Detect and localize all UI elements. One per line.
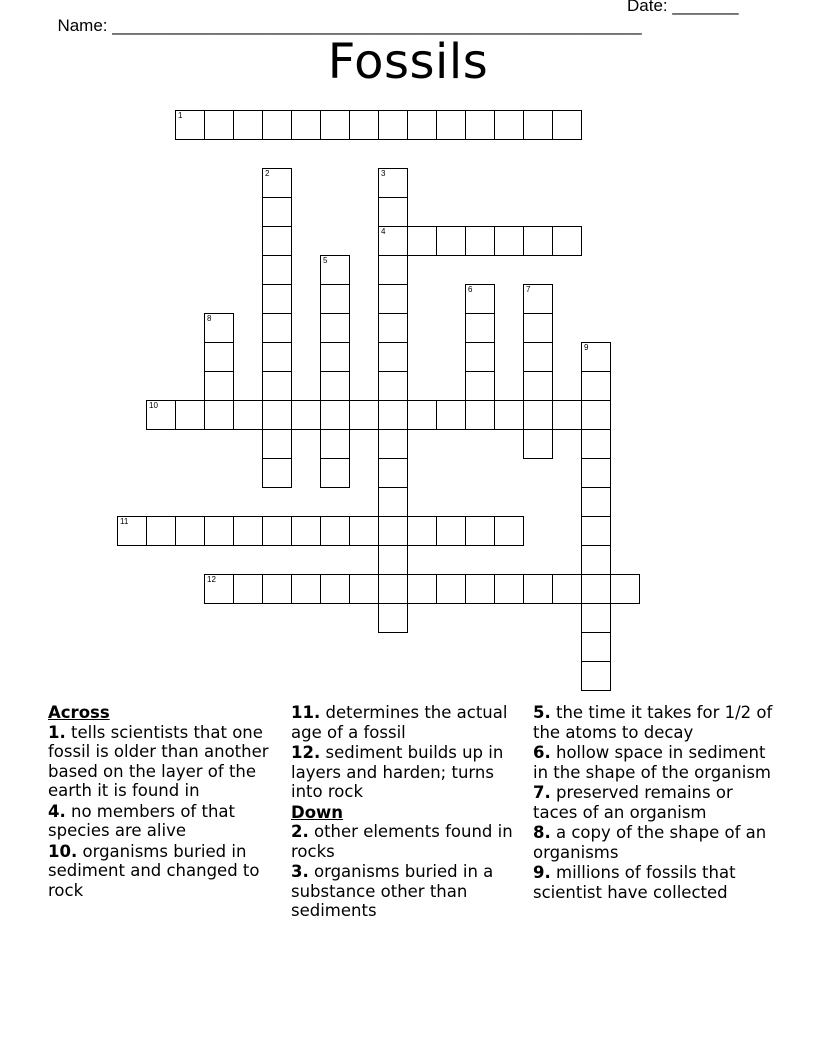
grid-cell[interactable] <box>378 110 408 140</box>
clue-item-text: sediment builds up in layers and harden; turns into rock <box>291 743 504 801</box>
grid-cell[interactable] <box>204 110 234 140</box>
clue-item-number: 3. <box>291 862 309 881</box>
grid-cell[interactable] <box>581 400 611 430</box>
clue-item <box>533 743 773 782</box>
grid-cell[interactable] <box>291 110 321 140</box>
grid-cell[interactable] <box>233 110 263 140</box>
page-title: Fossils <box>327 34 489 90</box>
grid-cell[interactable] <box>204 313 234 343</box>
grid-cell[interactable] <box>465 284 495 314</box>
grid-cell[interactable] <box>262 429 292 459</box>
grid-cell[interactable] <box>465 516 495 546</box>
grid-cell[interactable] <box>378 429 408 459</box>
clue-item-number: 8. <box>533 823 551 842</box>
grid-cell[interactable] <box>378 197 408 227</box>
grid-cell[interactable] <box>465 342 495 372</box>
grid-cell[interactable] <box>378 342 408 372</box>
grid-cell[interactable] <box>378 400 408 430</box>
grid-cell[interactable] <box>465 574 495 604</box>
grid-cell[interactable] <box>552 574 582 604</box>
grid-cell[interactable] <box>581 342 611 372</box>
grid-cell[interactable] <box>320 400 350 430</box>
grid-cell[interactable] <box>523 371 553 401</box>
grid-cell[interactable] <box>204 516 234 546</box>
grid-cell[interactable] <box>291 574 321 604</box>
clue-item <box>48 842 280 901</box>
across-clue-list <box>48 723 280 901</box>
grid-cell[interactable] <box>262 574 292 604</box>
grid-cell[interactable] <box>494 226 524 256</box>
grid-cell[interactable] <box>407 574 437 604</box>
grid-cell[interactable] <box>349 110 379 140</box>
grid-cell[interactable] <box>175 110 205 140</box>
clue-number: 9 <box>584 343 589 352</box>
clue-item-text: other elements found in rocks <box>291 822 513 861</box>
grid-cell[interactable] <box>320 284 350 314</box>
grid-cell[interactable] <box>407 226 437 256</box>
grid-cell[interactable] <box>378 255 408 285</box>
grid-cell[interactable] <box>465 313 495 343</box>
grid-cell[interactable] <box>552 110 582 140</box>
clue-item <box>533 863 773 902</box>
grid-cell[interactable] <box>320 110 350 140</box>
grid-cell[interactable] <box>262 342 292 372</box>
clue-item <box>48 802 280 841</box>
clue-item-text: the time it takes for 1/2 of the atoms to decay <box>533 703 773 742</box>
grid-cell[interactable] <box>204 400 234 430</box>
grid-cell[interactable] <box>320 458 350 488</box>
clue-item <box>533 783 773 822</box>
grid-cell[interactable] <box>320 313 350 343</box>
grid-cell[interactable] <box>465 226 495 256</box>
clue-item <box>291 743 523 802</box>
grid-cell[interactable] <box>117 516 147 546</box>
grid-cell[interactable] <box>233 574 263 604</box>
grid-cell[interactable] <box>349 400 379 430</box>
clues-column-3 <box>533 703 773 903</box>
name-field[interactable]: Name: ________________________________________________________ <box>57 16 642 35</box>
grid-cell[interactable] <box>407 110 437 140</box>
clue-item <box>533 823 773 862</box>
clue-item-text: organisms buried in a substance other than sediments <box>291 862 494 920</box>
grid-cell[interactable] <box>204 342 234 372</box>
clue-number: 4 <box>381 227 386 236</box>
grid-cell[interactable] <box>523 313 553 343</box>
clue-item-number: 4. <box>48 801 66 821</box>
down-clue-list-continued <box>533 703 773 902</box>
clue-number: 10 <box>149 401 158 410</box>
grid-cell[interactable] <box>523 284 553 314</box>
grid-cell[interactable] <box>581 545 611 575</box>
grid-cell[interactable] <box>436 110 466 140</box>
grid-cell[interactable] <box>378 516 408 546</box>
across-clue-list-continued <box>291 703 523 802</box>
across-heading: Across <box>48 703 110 722</box>
down-clue-list <box>291 822 523 921</box>
clue-item-number: 6. <box>533 743 551 762</box>
clue-number: 5 <box>323 256 328 265</box>
grid-cell[interactable] <box>465 400 495 430</box>
grid-cell[interactable] <box>465 371 495 401</box>
clue-number: 2 <box>265 169 270 178</box>
grid-cell[interactable] <box>581 661 611 691</box>
grid-cell[interactable] <box>581 458 611 488</box>
grid-cell[interactable] <box>262 284 292 314</box>
grid-cell[interactable] <box>146 516 176 546</box>
grid-cell[interactable] <box>175 516 205 546</box>
grid-cell[interactable] <box>378 545 408 575</box>
clue-item-number: 7. <box>533 783 551 802</box>
clue-number: 8 <box>207 314 212 323</box>
grid-cell[interactable] <box>320 255 350 285</box>
clue-item-text: a copy of the shape of an organisms <box>533 823 767 862</box>
clue-item-number: 12. <box>291 743 321 762</box>
grid-cell[interactable] <box>262 110 292 140</box>
grid-cell[interactable] <box>494 400 524 430</box>
grid-cell[interactable] <box>204 574 234 604</box>
clue-item-number: 5. <box>533 703 551 722</box>
grid-cell[interactable] <box>378 603 408 633</box>
grid-cell[interactable] <box>233 400 263 430</box>
grid-cell[interactable] <box>436 516 466 546</box>
grid-cell[interactable] <box>581 371 611 401</box>
down-heading: Down <box>291 802 344 822</box>
grid-cell[interactable] <box>320 342 350 372</box>
clue-number: 1 <box>178 111 183 120</box>
grid-cell[interactable] <box>407 516 437 546</box>
clue-item <box>48 723 280 801</box>
grid-cell[interactable] <box>581 574 611 604</box>
grid-cell[interactable] <box>436 574 466 604</box>
grid-cell[interactable] <box>262 400 292 430</box>
grid-cell[interactable] <box>349 574 379 604</box>
grid-cell[interactable] <box>436 400 466 430</box>
grid-cell[interactable] <box>262 197 292 227</box>
grid-cell[interactable] <box>320 371 350 401</box>
grid-cell[interactable] <box>146 400 176 430</box>
grid-cell[interactable] <box>581 516 611 546</box>
clue-item-number: 11. <box>291 703 321 722</box>
clue-number: 3 <box>381 169 386 178</box>
grid-cell[interactable] <box>523 400 553 430</box>
clue-item-number: 9. <box>533 863 551 882</box>
grid-cell[interactable] <box>523 226 553 256</box>
grid-cell[interactable] <box>407 400 437 430</box>
grid-cell[interactable] <box>291 400 321 430</box>
clue-item-text: no members of that species are alive <box>48 801 235 840</box>
clue-item-text: millions of fossils that scientist have collected <box>533 863 736 902</box>
clue-item <box>291 822 523 861</box>
grid-cell[interactable] <box>262 255 292 285</box>
grid-cell[interactable] <box>378 574 408 604</box>
grid-cell[interactable] <box>552 226 582 256</box>
grid-cell[interactable] <box>291 516 321 546</box>
grid-cell[interactable] <box>349 516 379 546</box>
grid-cell[interactable] <box>552 400 582 430</box>
grid-cell[interactable] <box>436 226 466 256</box>
clue-number: 7 <box>526 285 531 294</box>
grid-cell[interactable] <box>523 429 553 459</box>
clue-number: 6 <box>468 285 473 294</box>
grid-cell[interactable] <box>262 458 292 488</box>
grid-cell[interactable] <box>581 632 611 662</box>
grid-cell[interactable] <box>175 400 205 430</box>
grid-cell[interactable] <box>610 574 640 604</box>
clue-item-text: tells scientists that one fossil is older than another based on the layer of the earth it is found in <box>48 722 269 800</box>
grid-cell[interactable] <box>378 226 408 256</box>
grid-cell[interactable] <box>378 313 408 343</box>
grid-cell[interactable] <box>262 226 292 256</box>
clue-item-number: 10. <box>48 841 78 861</box>
grid-cell[interactable] <box>494 516 524 546</box>
grid-cell[interactable] <box>204 371 234 401</box>
grid-cell[interactable] <box>320 516 350 546</box>
grid-cell[interactable] <box>233 516 263 546</box>
grid-cell[interactable] <box>378 284 408 314</box>
grid-cell[interactable] <box>378 487 408 517</box>
clue-number: 11 <box>120 517 129 526</box>
date-field[interactable]: Date: _______ <box>627 0 739 15</box>
grid-cell[interactable] <box>494 574 524 604</box>
grid-cell[interactable] <box>378 371 408 401</box>
grid-cell[interactable] <box>494 110 524 140</box>
clue-item-text: hollow space in sediment in the shape of the organism <box>533 743 772 782</box>
grid-cell[interactable] <box>581 603 611 633</box>
grid-cell[interactable] <box>320 429 350 459</box>
grid-cell[interactable] <box>262 168 292 198</box>
clue-item-number: 1. <box>48 722 66 742</box>
clue-item-number: 2. <box>291 822 309 841</box>
grid-cell[interactable] <box>523 342 553 372</box>
grid-cell[interactable] <box>581 487 611 517</box>
clue-item-text: preserved remains or taces of an organism <box>533 783 733 822</box>
grid-cell[interactable] <box>523 574 553 604</box>
grid-cell[interactable] <box>320 574 350 604</box>
grid-cell[interactable] <box>262 516 292 546</box>
grid-cell[interactable] <box>378 168 408 198</box>
grid-cell[interactable] <box>523 110 553 140</box>
grid-cell[interactable] <box>262 313 292 343</box>
clues-column-2 <box>291 703 523 922</box>
clue-item-text: organisms buried in sediment and changed to rock <box>48 841 260 900</box>
clue-number: 12 <box>207 575 216 584</box>
grid-cell[interactable] <box>581 429 611 459</box>
clue-item <box>291 703 523 742</box>
grid-cell[interactable] <box>378 458 408 488</box>
clue-item <box>291 862 523 921</box>
clue-item-text: determines the actual age of a fossil <box>291 703 508 742</box>
clues-column-1 <box>48 703 280 901</box>
grid-cell[interactable] <box>262 371 292 401</box>
clue-item <box>533 703 773 742</box>
grid-cell[interactable] <box>465 110 495 140</box>
